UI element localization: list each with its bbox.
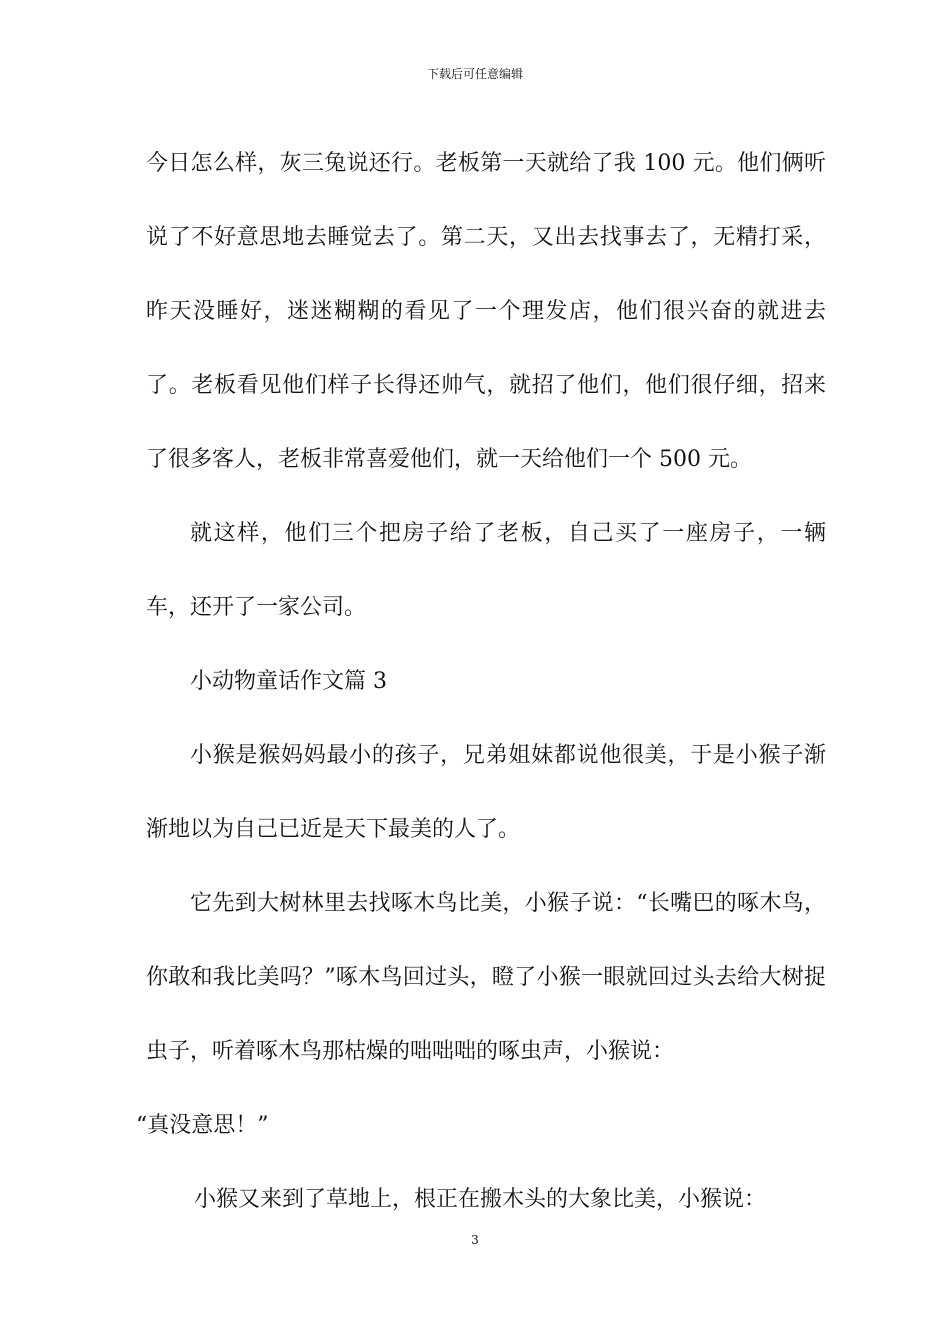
paragraph: “真没意思！”	[136, 1113, 269, 1138]
document-body	[136, 127, 826, 1237]
paragraph: 今日怎么样，灰三兔说还行。老板第一天就给了我 100 元。他们俩听说了不好意思地去睡觉去了。第二天，又出去找事去了，无精打采，昨天没睡好，迷迷糊糊的看见了一个理发店，他们很兴奋的就进去了。老板看见他们样子长得还帅气，就招了他们，他们很仔细，招来了很多客人，老板非常喜爱他们，就一天给他们一个 500 元。	[146, 151, 826, 472]
paragraph: 它先到大树林里去找啄木鸟比美，小猴子说：“长嘴巴的啄木鸟，你敢和我比美吗？”啄木鸟回过头，瞪了小猴一眼就回过头去给大树捉虫子，听着啄木鸟那枯燥的咄咄咄的啄虫声，小猴说：	[146, 891, 826, 1064]
paragraph: 就这样，他们三个把房子给了老板，自己买了一座房子，一辆车，还开了一家公司。	[146, 521, 826, 620]
page-header: 下载后可任意编辑	[426, 67, 523, 81]
paragraph: 小猴是猴妈妈最小的孩子，兄弟姐妹都说他很美，于是小猴子渐渐地以为自己已近是天下最美的人了。	[146, 743, 826, 842]
section-heading: 小动物童话作文篇 3	[190, 669, 387, 694]
page-number: 3	[471, 1233, 479, 1247]
paragraph: 小猴又来到了草地上，根正在搬木头的大象比美，小猴说：	[194, 1187, 767, 1212]
